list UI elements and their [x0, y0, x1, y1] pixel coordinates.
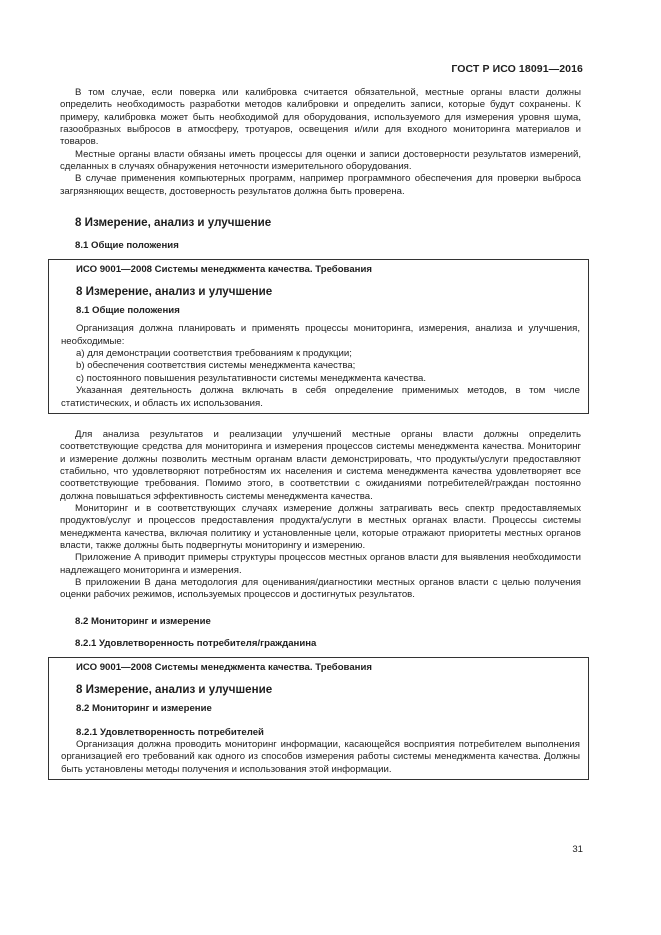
quote-section-heading: 8 Измерение, анализ и улучшение [76, 683, 273, 696]
quote-paragraph: Указанная деятельность должна включать в себя определение применимых методов, в том числе статистических, и область их использования. [61, 385, 580, 409]
iso-quote-box-1 [48, 259, 589, 414]
section-8-2-1-heading: 8.2.1 Удовлетворенность потребителя/гражданина [75, 637, 317, 649]
quote-list [61, 348, 580, 385]
quote-subsection-heading: 8.1 Общие положения [76, 305, 180, 317]
intro-paragraph: Местные органы власти обязаны иметь процессы для оценки и записи достоверности результатов измерений, сделанных в случаях обнаружения неточности измерительного оборудования. [60, 148, 581, 173]
body-paragraph: Приложение А приводит примеры структуры процессов местных органов власти для выявления необходимости надлежащего мониторинга и измерения. [60, 552, 581, 576]
section-8-1-heading: 8.1 Общие положения [75, 240, 179, 252]
section-8-2-heading: 8.2 Мониторинг и измерение [75, 615, 211, 627]
list-item: c) постоянного повышения результативности системы менеджмента качества. [76, 372, 427, 384]
body-paragraph: В приложении В дана методология для оценивания/диагностики местных органов власти с целью получения оценки рабочих режимов, используемых процессов и достигнутых результатов. [60, 576, 581, 601]
quote-subsubsection-heading: 8.2.1 Удовлетворенность потребителей [76, 727, 264, 738]
body-paragraph: Для анализа результатов и реализации улучшений местные органы власти должны определить соответствующие средства для мониторинга и измерения процессов системы менеджмента качества. Мониторинг и измерение должны позволить местным органам власти демонстрировать, что продукты/услуги предоставляют стабильно, что удовлетворяют потребностям их населения и система менеджмента качества удовлетворяет все соответствующие требования. Помимо этого, в соответствии с ожиданиями потребителей/граждан постоянно должна повышаться эффективность системы менеджмента качества. [60, 428, 581, 502]
list-item: b) обеспечения соответствия системы менеджмента качества; [76, 360, 356, 372]
body-paragraph: Мониторинг и в соответствующих случаях измерение должны затрагивать весь спектр предоставляемых продуктов/услуг и процессов предоставления продукта/услуги в местных органах власти. Процессы системы менеджмента качества, включая политику и установленные цели, которые отражают приоритеты местных органов власти, также должны быть подвергнуты мониторингу и измерению. [60, 502, 581, 551]
intro-paragraph: В случае применения компьютерных программ, например программного обеспечения для проверки выброса загрязняющих веществ, достоверность результатов должна быть проверена. [60, 173, 581, 197]
iso-quote-box-2 [48, 657, 589, 780]
standard-header: ГОСТ Р ИСО 18091—2016 [451, 63, 583, 75]
quote-standard-title: ИСО 9001—2008 Системы менеджмента качества. Требования [76, 661, 372, 673]
quote-paragraph: Организация должна проводить мониторинг информации, касающейся восприятия потребителем выполнения организацией его требований как одного из способов измерения работы системы менеджмента качества. Должны быть установлены методы получения и использования этой информации. [61, 739, 580, 775]
section-8-heading: 8 Измерение, анализ и улучшение [75, 216, 272, 230]
quote-standard-title: ИСО 9001—2008 Системы менеджмента качества. Требования [76, 264, 372, 276]
quote-subsection-heading: 8.2 Мониторинг и измерение [76, 703, 212, 714]
page-number: 31 [572, 844, 583, 855]
list-item: а) для демонстрации соответствия требованиям к продукции; [76, 348, 352, 360]
page-content [60, 87, 581, 780]
quote-paragraph: Организация должна планировать и применять процессы мониторинга, измерения, анализа и улучшения, необходимые: [61, 323, 580, 347]
intro-paragraph: В том случае, если поверка или калибровка считается обязательной, местные органы власти должны определить необходимость разработки методов калибровки и определить записи, которые будут сохранены. К примеру, калибровка может быть необходимой для оборудования, используемого для измерения уровня шума, газообразных выбросов в атмосферу, тротуаров, освещения и/или для входного мониторинга материалов и товаров. [60, 87, 581, 148]
quote-section-heading: 8 Измерение, анализ и улучшение [76, 285, 273, 299]
